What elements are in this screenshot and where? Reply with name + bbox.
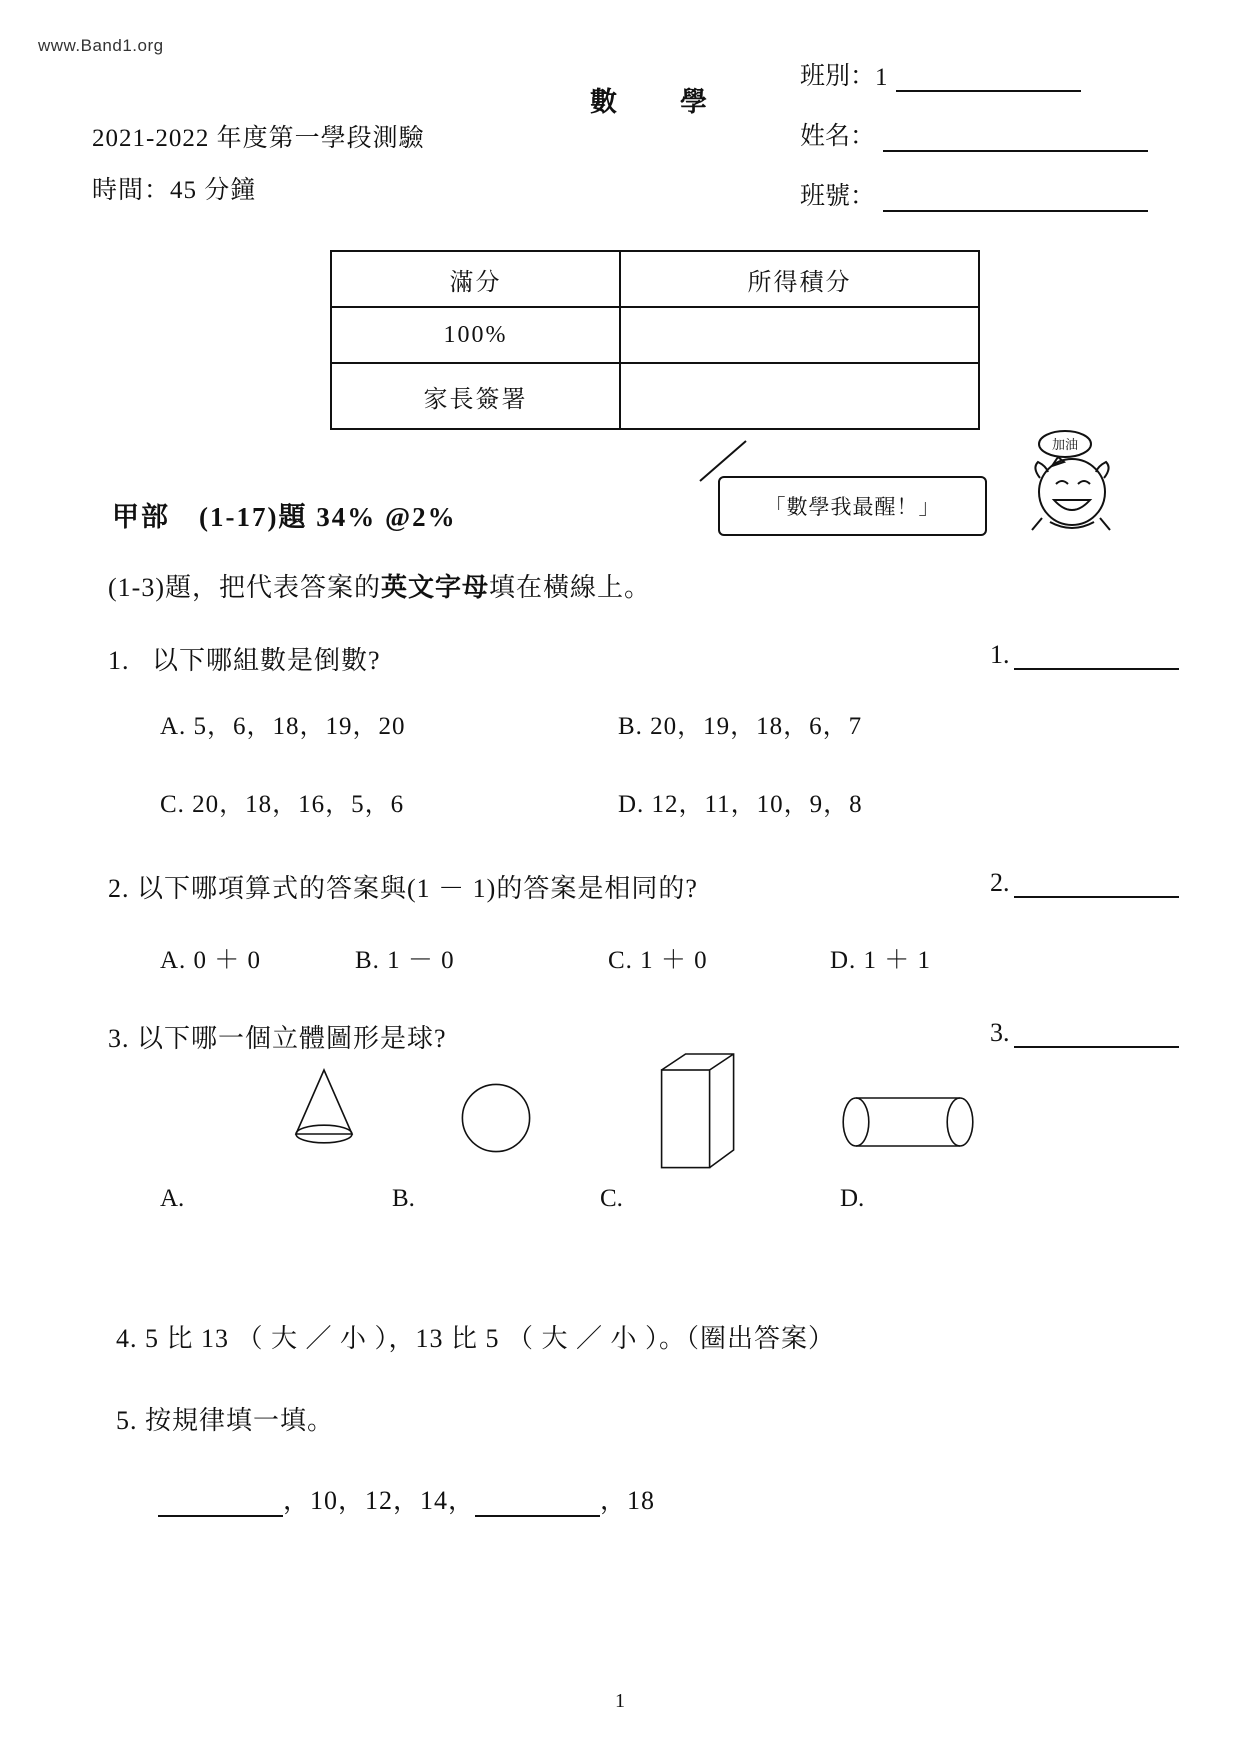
question-2-answer-prefix: 2. — [990, 868, 1010, 897]
question-5-number: 5. — [116, 1406, 138, 1435]
question-2-option-b[interactable]: B. 1 － 0 — [355, 947, 455, 974]
question-2-option-a[interactable]: A. 0 ＋ 0 — [160, 947, 262, 974]
answer-rule[interactable] — [1014, 648, 1179, 670]
sequence-suffix: ，18 — [600, 1486, 656, 1515]
question-5-text: 按規律填一填。 — [145, 1406, 335, 1435]
name-field-rule[interactable] — [883, 128, 1148, 152]
question-1-option-d[interactable]: D. 12，11，10，9，8 — [618, 791, 863, 818]
table-row — [331, 307, 979, 363]
name-field-label: 姓名： — [800, 123, 876, 150]
answer-rule[interactable] — [1014, 876, 1179, 898]
class-number-field[interactable] — [800, 176, 1148, 212]
page-number: 1 — [615, 1690, 625, 1712]
mascot-icon — [1010, 430, 1135, 540]
score-table-obtained-value[interactable] — [620, 307, 979, 363]
question-5 — [116, 1400, 334, 1437]
question-3-text: 以下哪一個立體圖形是球? — [137, 1024, 447, 1053]
class-number-field-label: 班號： — [800, 183, 876, 210]
cuboid-icon — [662, 1054, 734, 1168]
question-1-number: 1. — [108, 646, 130, 675]
class-field-rule[interactable] — [896, 68, 1081, 92]
question-3-option-b-label[interactable]: B. — [392, 1185, 415, 1212]
class-field-label: 班別： — [800, 63, 876, 90]
svg-text:加油: 加油 — [1052, 437, 1079, 452]
cylinder-icon — [843, 1098, 973, 1146]
question-5-sequence[interactable] — [158, 1480, 655, 1517]
class-field-value: 1 — [875, 64, 888, 91]
question-1-answer-line[interactable] — [990, 640, 1179, 670]
question-2-option-d[interactable]: D. 1 ＋ 1 — [830, 947, 932, 974]
question-4-number: 4. — [116, 1324, 138, 1353]
question-3-option-a-label[interactable]: A. — [160, 1185, 185, 1212]
score-table-parent-signature-label: 家長簽署 — [331, 363, 620, 429]
score-table — [330, 250, 980, 430]
table-row — [331, 363, 979, 429]
question-2-answer-line[interactable] — [990, 868, 1179, 898]
sequence-blank-1[interactable] — [158, 1493, 283, 1517]
page-title: 數 學 — [590, 87, 725, 117]
question-1-option-b[interactable]: B. 20，19，18，6，7 — [618, 713, 863, 740]
question-2-number: 2. — [108, 874, 130, 903]
sequence-blank-2[interactable] — [475, 1493, 600, 1517]
question-3-answer-prefix: 3. — [990, 1018, 1010, 1047]
speech-bubble-text: 「數學我最醒！」 — [764, 495, 941, 519]
section-a-instruction — [108, 567, 651, 604]
score-table-header-obtained: 所得積分 — [620, 251, 979, 307]
class-number-field-rule[interactable] — [883, 188, 1148, 212]
instruction-emphasis: 英文字母 — [380, 573, 489, 602]
name-field[interactable] — [800, 116, 1148, 152]
exam-term-line: 2021-2022 年度第一學段測驗 — [92, 125, 425, 152]
score-table-parent-signature-value[interactable] — [620, 363, 979, 429]
question-3-option-c-label[interactable]: C. — [600, 1185, 623, 1212]
question-3-shape-figures — [0, 1030, 1240, 1190]
question-1-option-c[interactable]: C. 20，18，16，5，6 — [160, 791, 405, 818]
class-field[interactable] — [800, 56, 1081, 92]
instruction-part-2: 填在橫線上。 — [489, 573, 652, 602]
question-1-text: 以下哪組數是倒數? — [152, 646, 381, 675]
question-1-option-a[interactable]: A. 5，6，18，19，20 — [160, 713, 406, 740]
question-3-number: 3. — [108, 1024, 130, 1053]
question-1-answer-prefix: 1. — [990, 640, 1010, 669]
sequence-middle: ，10，12，14， — [283, 1486, 476, 1515]
question-2-text: 以下哪項算式的答案與(1 － 1)的答案是相同的? — [137, 874, 698, 903]
exam-duration-line: 時間：45 分鐘 — [92, 177, 257, 204]
watermark: www.Band1.org — [38, 36, 164, 55]
section-a-heading: 甲部 (1-17)題 34% @2% — [112, 502, 457, 532]
question-4-text[interactable]: 5 比 13 （ 大 ／ 小 ），13 比 5 （ 大 ／ 小 ）。（圈出答案） — [145, 1324, 836, 1353]
question-2 — [108, 868, 698, 905]
speech-bubble — [718, 476, 987, 536]
question-1 — [108, 640, 381, 677]
question-3-option-d-label[interactable]: D. — [840, 1185, 865, 1212]
table-row — [331, 251, 979, 307]
question-2-option-c[interactable]: C. 1 ＋ 0 — [608, 947, 708, 974]
score-table-full-marks-value: 100% — [331, 307, 620, 363]
instruction-part-1: (1-3)題，把代表答案的 — [108, 573, 381, 602]
cone-icon — [296, 1070, 352, 1143]
score-table-header-full-marks: 滿分 — [331, 251, 620, 307]
sphere-icon — [462, 1084, 529, 1151]
question-4 — [116, 1318, 835, 1355]
